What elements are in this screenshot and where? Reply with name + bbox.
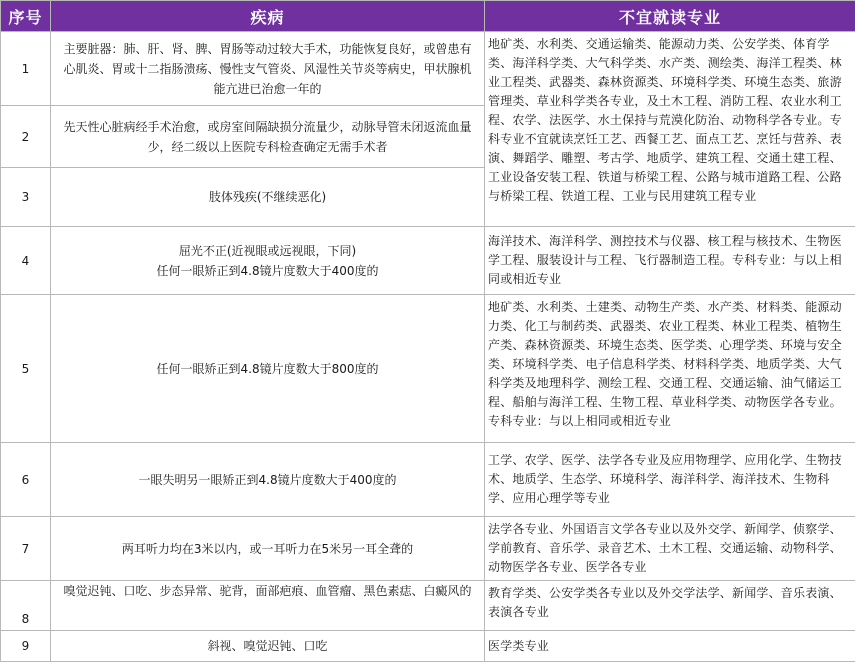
row-disease: 任何一眼矫正到4.8镜片度数大于800度的 — [51, 295, 485, 443]
row-majors: 教育学类、公安学类各专业以及外交学法学、新闻学、音乐表演、表演各专业 — [485, 581, 855, 631]
row-majors: 地矿类、水利类、土建类、动物生产类、水产类、材料类、能源动力类、化工与制药类、武器类、农业工程类、林业工程类、植物生产类、森林资源类、环境生态类、医学类、心理学类、环境与安全类、环境科学类、电子信息科学类、材料科学类、地质学类、大气科学类及地理科学、测绘工程、交通工程、交通运输、油气储运工程、船舶与海洋工程、生物工程、草业科学类、动物医学各专业。专科专业：与以上相同或相近专业 — [485, 295, 855, 443]
row-disease: 嗅觉迟钝、口吃、步态异常、驼背，面部疤痕、血管瘤、黑色素痣、白癜风的 — [51, 581, 485, 631]
row-num: 3 — [1, 168, 51, 227]
row-num: 2 — [1, 106, 51, 168]
row-majors: 医学类专业 — [485, 631, 855, 662]
table-header-row — [1, 1, 855, 32]
row-majors-merged: 地矿类、水利类、交通运输类、能源动力类、公安学类、体育学类、海洋科学类、大气科学类、水产类、测绘类、海洋工程类、林业工程类、武器类、森林资源类、环境科学类、环境生态类、旅游管理类、草业科学类各专业，及土木工程、消防工程、农业水利工程、农学、法医学、水土保持与荒漠化防治、动物科学各专业。专科专业不宜就读烹饪工艺、西餐工艺、面点工艺、烹饪与营养、表演、舞蹈学、雕塑、考古学、地质学、建筑工程、交通土建工程、工业设备安装工程、铁道与桥梁工程、公路与城市道路工程、公路与桥梁工程、铁道工程、工业与民用建筑工程专业 — [485, 32, 855, 227]
header-num: 序号 — [1, 1, 51, 32]
header-majors: 不宜就读专业 — [485, 1, 855, 32]
disease-line: 屈光不正(近视眼或远视眼，下同) 任何一眼矫正到4.8镜片度数大于400度的 — [156, 243, 379, 278]
table-row — [1, 517, 855, 581]
table-row — [1, 581, 855, 631]
table-row — [1, 295, 855, 443]
table-row — [1, 32, 855, 106]
row-num: 6 — [1, 443, 51, 517]
row-num: 5 — [1, 295, 51, 443]
row-num: 8 — [1, 581, 51, 631]
table-row — [1, 227, 855, 295]
header-disease: 疾病 — [51, 1, 485, 32]
row-num: 4 — [1, 227, 51, 295]
row-disease: 两耳听力均在3米以内，或一耳听力在5米另一耳全聋的 — [51, 517, 485, 581]
row-num: 1 — [1, 32, 51, 106]
row-majors: 工学、农学、医学、法学各专业及应用物理学、应用化学、生物技术、地质学、生态学、环境科学、海洋科学、海洋技术、生物科学、应用心理学等专业 — [485, 443, 855, 517]
row-num: 9 — [1, 631, 51, 662]
row-disease: 斜视、嗅觉迟钝、口吃 — [51, 631, 485, 662]
row-disease: 一眼失明另一眼矫正到4.8镜片度数大于400度的 — [51, 443, 485, 517]
row-disease: 先天性心脏病经手术治愈，或房室间隔缺损分流量少，动脉导管未闭返流血量少，经二级以上医院专科检查确定无需手术者 — [51, 106, 485, 168]
row-num: 7 — [1, 517, 51, 581]
row-disease: 肢体残疾(不继续恶化) — [51, 168, 485, 227]
row-disease — [51, 227, 485, 295]
table-row — [1, 443, 855, 517]
table-row — [1, 631, 855, 662]
row-majors: 法学各专业、外国语言文学各专业以及外交学、新闻学、侦察学、学前教育、音乐学、录音艺术、土木工程、交通运输、动物科学、动物医学各专业、医学各专业 — [485, 517, 855, 581]
row-majors: 海洋技术、海洋科学、测控技术与仪器、核工程与核技术、生物医学工程、服装设计与工程、飞行器制造工程。专科专业：与以上相同或相近专业 — [485, 227, 855, 295]
row-disease: 主要脏器：肺、肝、肾、脾、胃肠等动过较大手术，功能恢复良好，或曾患有心肌炎、胃或十二指肠溃疡、慢性支气管炎、风湿性关节炎等病史，甲状腺机能亢进已治愈一年的 — [51, 32, 485, 106]
